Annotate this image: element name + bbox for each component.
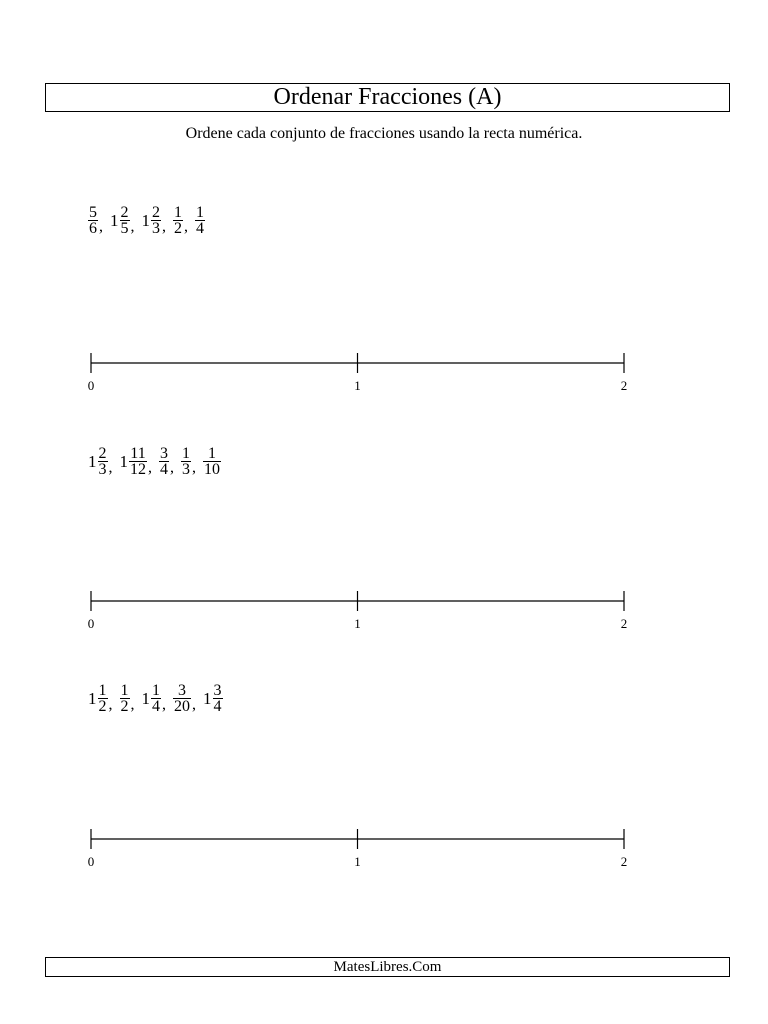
- comma-separator: ,: [162, 218, 166, 235]
- fraction: [88, 205, 98, 236]
- tick-label: 0: [87, 378, 95, 393]
- fraction-term: [88, 683, 108, 714]
- number-line-graphic: [85, 352, 630, 376]
- fraction: [129, 446, 147, 477]
- fraction-set: [88, 683, 223, 714]
- numerator: 5: [89, 204, 97, 221]
- tick-label: 0: [87, 854, 95, 869]
- fraction-term: [173, 683, 191, 714]
- fraction-term: [120, 446, 148, 477]
- number-line: [85, 828, 630, 868]
- whole-number: 1: [203, 688, 212, 708]
- fraction: [120, 205, 130, 236]
- fraction-term: [203, 683, 223, 714]
- whole-number: 1: [110, 210, 119, 230]
- numerator: 1: [120, 682, 129, 699]
- fraction: [98, 446, 108, 477]
- tick-label: 2: [620, 854, 628, 869]
- tick-label: 0: [87, 616, 95, 631]
- fraction-term: [203, 446, 221, 477]
- fraction-term: [88, 446, 108, 477]
- instructions: Ordene cada conjunto de fracciones usando la recta numérica.: [185, 125, 583, 142]
- whole-number: 1: [141, 210, 150, 230]
- comma-separator: ,: [108, 696, 113, 713]
- footer: MatesLibres.Com: [45, 957, 730, 977]
- fraction-term: [142, 683, 162, 714]
- fraction-term: [120, 683, 130, 714]
- whole-number: 1: [119, 451, 128, 471]
- comma-separator: ,: [192, 459, 196, 476]
- comma-separator: ,: [162, 696, 166, 713]
- whole-number: 1: [88, 451, 97, 471]
- whole-number: 1: [141, 688, 150, 708]
- denominator: 20: [174, 698, 190, 715]
- numerator: 2: [98, 445, 107, 462]
- comma-separator: ,: [184, 218, 188, 235]
- denominator: 4: [196, 220, 204, 237]
- fraction: [173, 683, 191, 714]
- fraction: [181, 446, 191, 477]
- tick-label: 2: [620, 616, 628, 631]
- numerator: 1: [208, 445, 216, 462]
- fraction-term: [142, 205, 162, 236]
- fraction-set: [88, 446, 221, 477]
- fraction: [213, 683, 223, 714]
- numerator: 3: [160, 445, 168, 462]
- worksheet-title: Ordenar Fracciones (A): [45, 83, 730, 112]
- numerator: 1: [174, 204, 182, 221]
- fraction: [120, 683, 130, 714]
- tick-label: 2: [620, 378, 628, 393]
- fraction-term: [159, 446, 169, 477]
- denominator: 2: [98, 698, 107, 715]
- numerator: 3: [178, 682, 186, 699]
- fraction: [98, 683, 108, 714]
- fraction-term: [173, 205, 183, 236]
- numerator: 2: [152, 204, 160, 221]
- denominator: 3: [98, 461, 107, 478]
- comma-separator: ,: [130, 696, 135, 713]
- numerator: 11: [130, 445, 146, 462]
- numerator: 1: [182, 445, 190, 462]
- fraction: [151, 683, 161, 714]
- number-line-graphic: [85, 590, 630, 614]
- fraction: [159, 446, 169, 477]
- comma-separator: ,: [192, 696, 196, 713]
- tick-label: 1: [354, 854, 361, 869]
- fraction: [195, 205, 205, 236]
- fraction: [151, 205, 161, 236]
- numerator: 3: [213, 682, 222, 699]
- denominator: 12: [130, 461, 146, 478]
- number-line: [85, 352, 630, 392]
- comma-separator: ,: [148, 459, 152, 476]
- number-line: [85, 590, 630, 630]
- denominator: 4: [160, 461, 168, 478]
- fraction-term: [181, 446, 191, 477]
- comma-separator: ,: [108, 459, 113, 476]
- numerator: 1: [196, 204, 204, 221]
- fraction-term: [195, 205, 205, 236]
- tick-label: 1: [354, 616, 361, 631]
- tick-label: 1: [354, 378, 361, 393]
- fraction-term: [110, 205, 130, 236]
- denominator: 4: [152, 698, 160, 715]
- denominator: 3: [152, 220, 160, 237]
- denominator: 10: [204, 461, 220, 478]
- denominator: 4: [213, 698, 222, 715]
- numerator: 1: [98, 682, 107, 699]
- denominator: 5: [120, 220, 129, 237]
- number-line-graphic: [85, 828, 630, 852]
- numerator: 1: [152, 682, 160, 699]
- comma-separator: ,: [130, 218, 135, 235]
- denominator: 2: [174, 220, 182, 237]
- comma-separator: ,: [99, 218, 103, 235]
- fraction-set: [88, 205, 205, 236]
- denominator: 3: [182, 461, 190, 478]
- comma-separator: ,: [170, 459, 174, 476]
- fraction: [173, 205, 183, 236]
- whole-number: 1: [88, 688, 97, 708]
- fraction: [203, 446, 221, 477]
- denominator: 2: [120, 698, 129, 715]
- numerator: 2: [120, 204, 129, 221]
- denominator: 6: [89, 220, 97, 237]
- fraction-term: [88, 205, 98, 236]
